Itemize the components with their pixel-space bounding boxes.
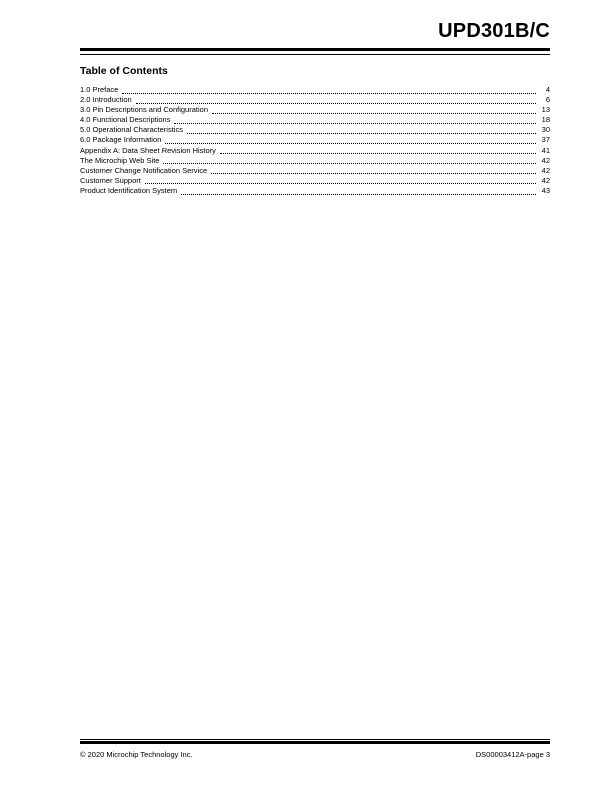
toc-entry-page: 18 (541, 115, 550, 125)
toc-entry-label: Appendix A: Data Sheet Revision History (80, 145, 216, 155)
toc-entry-label: The Microchip Web Site (80, 155, 160, 165)
toc-entry-label: 5.0 Operational Characteristics (80, 125, 183, 135)
toc-entry-page: 41 (541, 145, 550, 155)
toc-entry-label: Customer Change Notification Service (80, 165, 208, 175)
footer-rule-thin (80, 739, 550, 740)
toc-entry-label: 2.0 Introduction (80, 95, 132, 105)
page-footer (80, 750, 550, 760)
toc-entry-page: 6 (545, 95, 550, 105)
document-title: UPD301B/C (438, 20, 550, 42)
footer-doc-page: DS00003412A-page 3 (475, 750, 550, 759)
toc-entry-label: 1.0 Preface (80, 85, 119, 94)
toc-entry-page: 43 (541, 185, 550, 195)
toc-entry[interactable] (80, 167, 550, 177)
toc-entry-page: 42 (541, 175, 550, 185)
toc-entry-label: Product Identification System (80, 185, 178, 195)
header-rule-thin (80, 54, 550, 55)
toc-entry-page: 37 (541, 135, 550, 145)
toc-leader-dots (211, 173, 536, 174)
toc-leader-dots (212, 113, 536, 114)
toc-entry-page: 42 (541, 155, 550, 165)
toc-entry-label: 4.0 Functional Descriptions (80, 115, 171, 125)
toc-heading: Table of Contents (80, 65, 168, 77)
footer-rule-thick (80, 741, 550, 744)
toc-entry-label: 3.0 Pin Descriptions and Configuration (80, 105, 208, 115)
toc-entry-page: 13 (541, 105, 550, 115)
footer-copyright: © 2020 Microchip Technology Inc. (80, 750, 193, 759)
toc-entry-page: 42 (541, 165, 550, 175)
toc-leader-dots (181, 194, 536, 195)
toc-entry-page: 4 (545, 85, 550, 94)
toc-leader-dots (220, 153, 536, 154)
toc-entry-label: 6.0 Package Information (80, 135, 162, 145)
toc-list (80, 86, 550, 197)
toc-leader-dots (145, 183, 536, 184)
toc-entry-page: 30 (541, 125, 550, 135)
toc-leader-dots (122, 93, 536, 94)
toc-leader-dots (165, 143, 536, 144)
toc-leader-dots (136, 103, 536, 104)
header-rule-thick (80, 48, 550, 51)
toc-leader-dots (163, 163, 536, 164)
toc-leader-dots (174, 123, 536, 124)
toc-entry[interactable] (80, 86, 550, 96)
toc-entry[interactable] (80, 187, 550, 197)
toc-entry-label: Customer Support (80, 175, 141, 185)
toc-leader-dots (187, 133, 536, 134)
